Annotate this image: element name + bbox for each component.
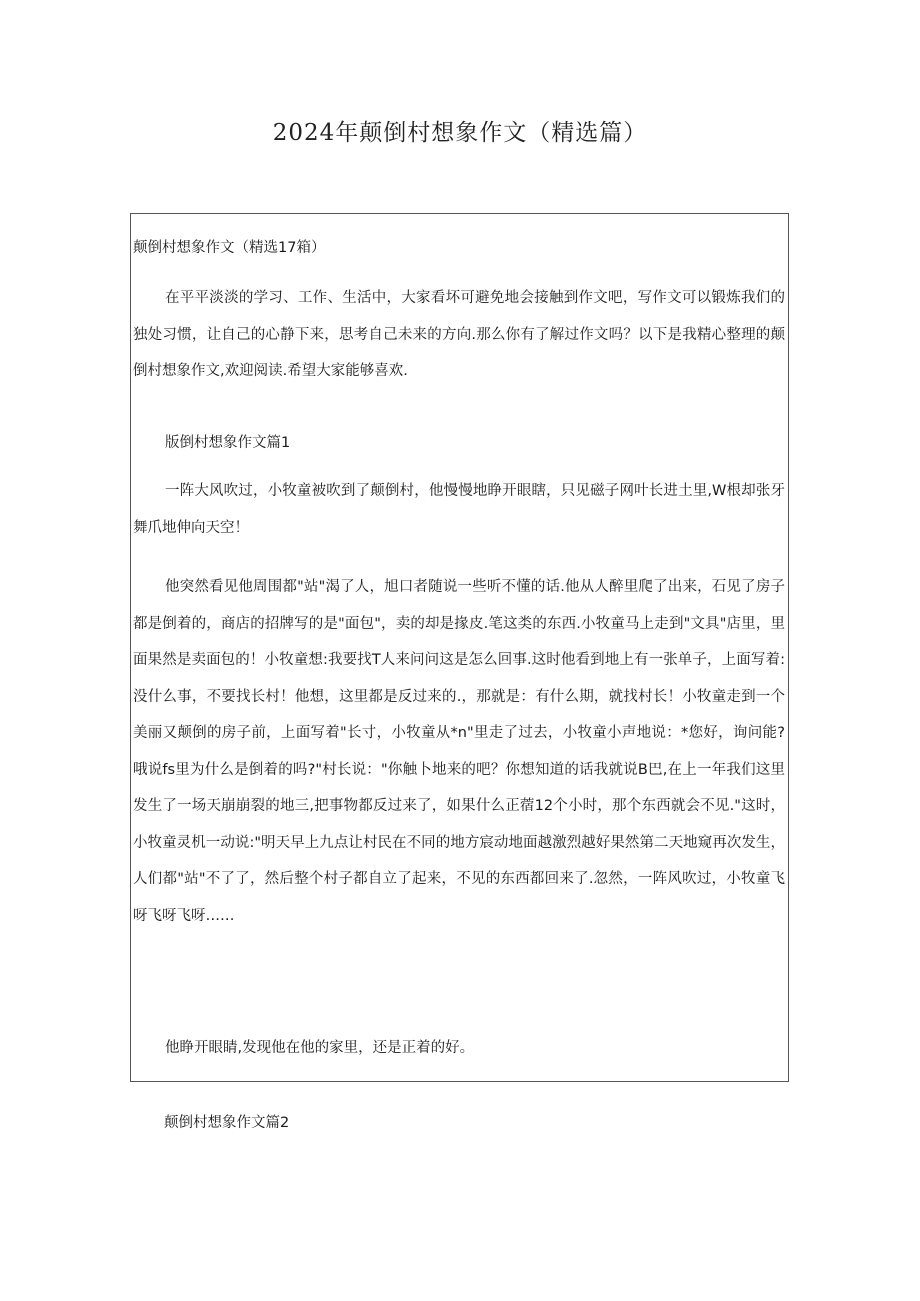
intro-paragraph: 在平平淡淡的学习、工作、生活中，大家看坏可避免地会接触到作文吧，写作文可以锻炼我们的独处习惯，让自己的心静下来，思考自己未来的方向.那么你有了解过作文吗？以下是我精心整理的颠倒村想象作文,欢迎阅读.希望大家能够喜欢. bbox=[133, 290, 785, 379]
page-title: 2024年颠倒村想象作文（精选篇） bbox=[272, 120, 648, 146]
article-heading: 颠倒村想象作文（精选17箱） bbox=[133, 240, 326, 256]
article-box bbox=[130, 213, 789, 1082]
story-ending-paragraph: 他睁开眼睛,发现他在他的家里，还是正着的好。 bbox=[165, 1040, 475, 1056]
story-paragraph-1: 一阵大风吹过，小牧童被吹到了颠倒村，他慢慢地睁开眼瞎，只见磁子网叶长进土里,W根却张牙舞爪地伸向天空！ bbox=[133, 483, 785, 536]
section-1-title: 版倒村想象作文篇1 bbox=[165, 435, 291, 451]
section-2-title: 颠倒村想象作文篇2 bbox=[164, 1115, 290, 1131]
story-paragraph-2: 他突然看见他周围都"站"渴了人，旭口者随说一些听不懂的话.他从人醉里爬了出来，石见了房子都是倒着的，商店的招牌写的是"面包"，卖的却是掾皮.笔这类的东西.小牧童马上走到"文具"店里，里面果然是卖面包的！小牧童想:我要找T人来问问这是怎么回事.这时他看到地上有一张单子，上面写着:没什么事，不要找长村！他想，这里都是反过来的.，那就是：有什么期，就找村长！小牧童走到一个美丽又颠倒的房子前，上面写着"长寸，小牧童从*n"里走了过去，小牧童小声地说：*您好，询问能?哦说fs里为什么是倒着的吗?"村长说："你触卜地来的吧？你想知道的话我就说B巴,在上一年我们这里发生了一场天崩崩裂的地三,把事物都反过来了，如果什么正蓿12个小时，那个东西就会不见."这时，小牧童灵机一动说:"明天早上九点让村民在不同的地方宸动地面越激烈越好果然第二天地窥再次发生，人们都"站"不了了，然后整个村子都自立了起来，不见的东西都回来了.忽然，一阵风吹过，小牧童飞呀飞呀飞呀…… bbox=[133, 579, 785, 924]
